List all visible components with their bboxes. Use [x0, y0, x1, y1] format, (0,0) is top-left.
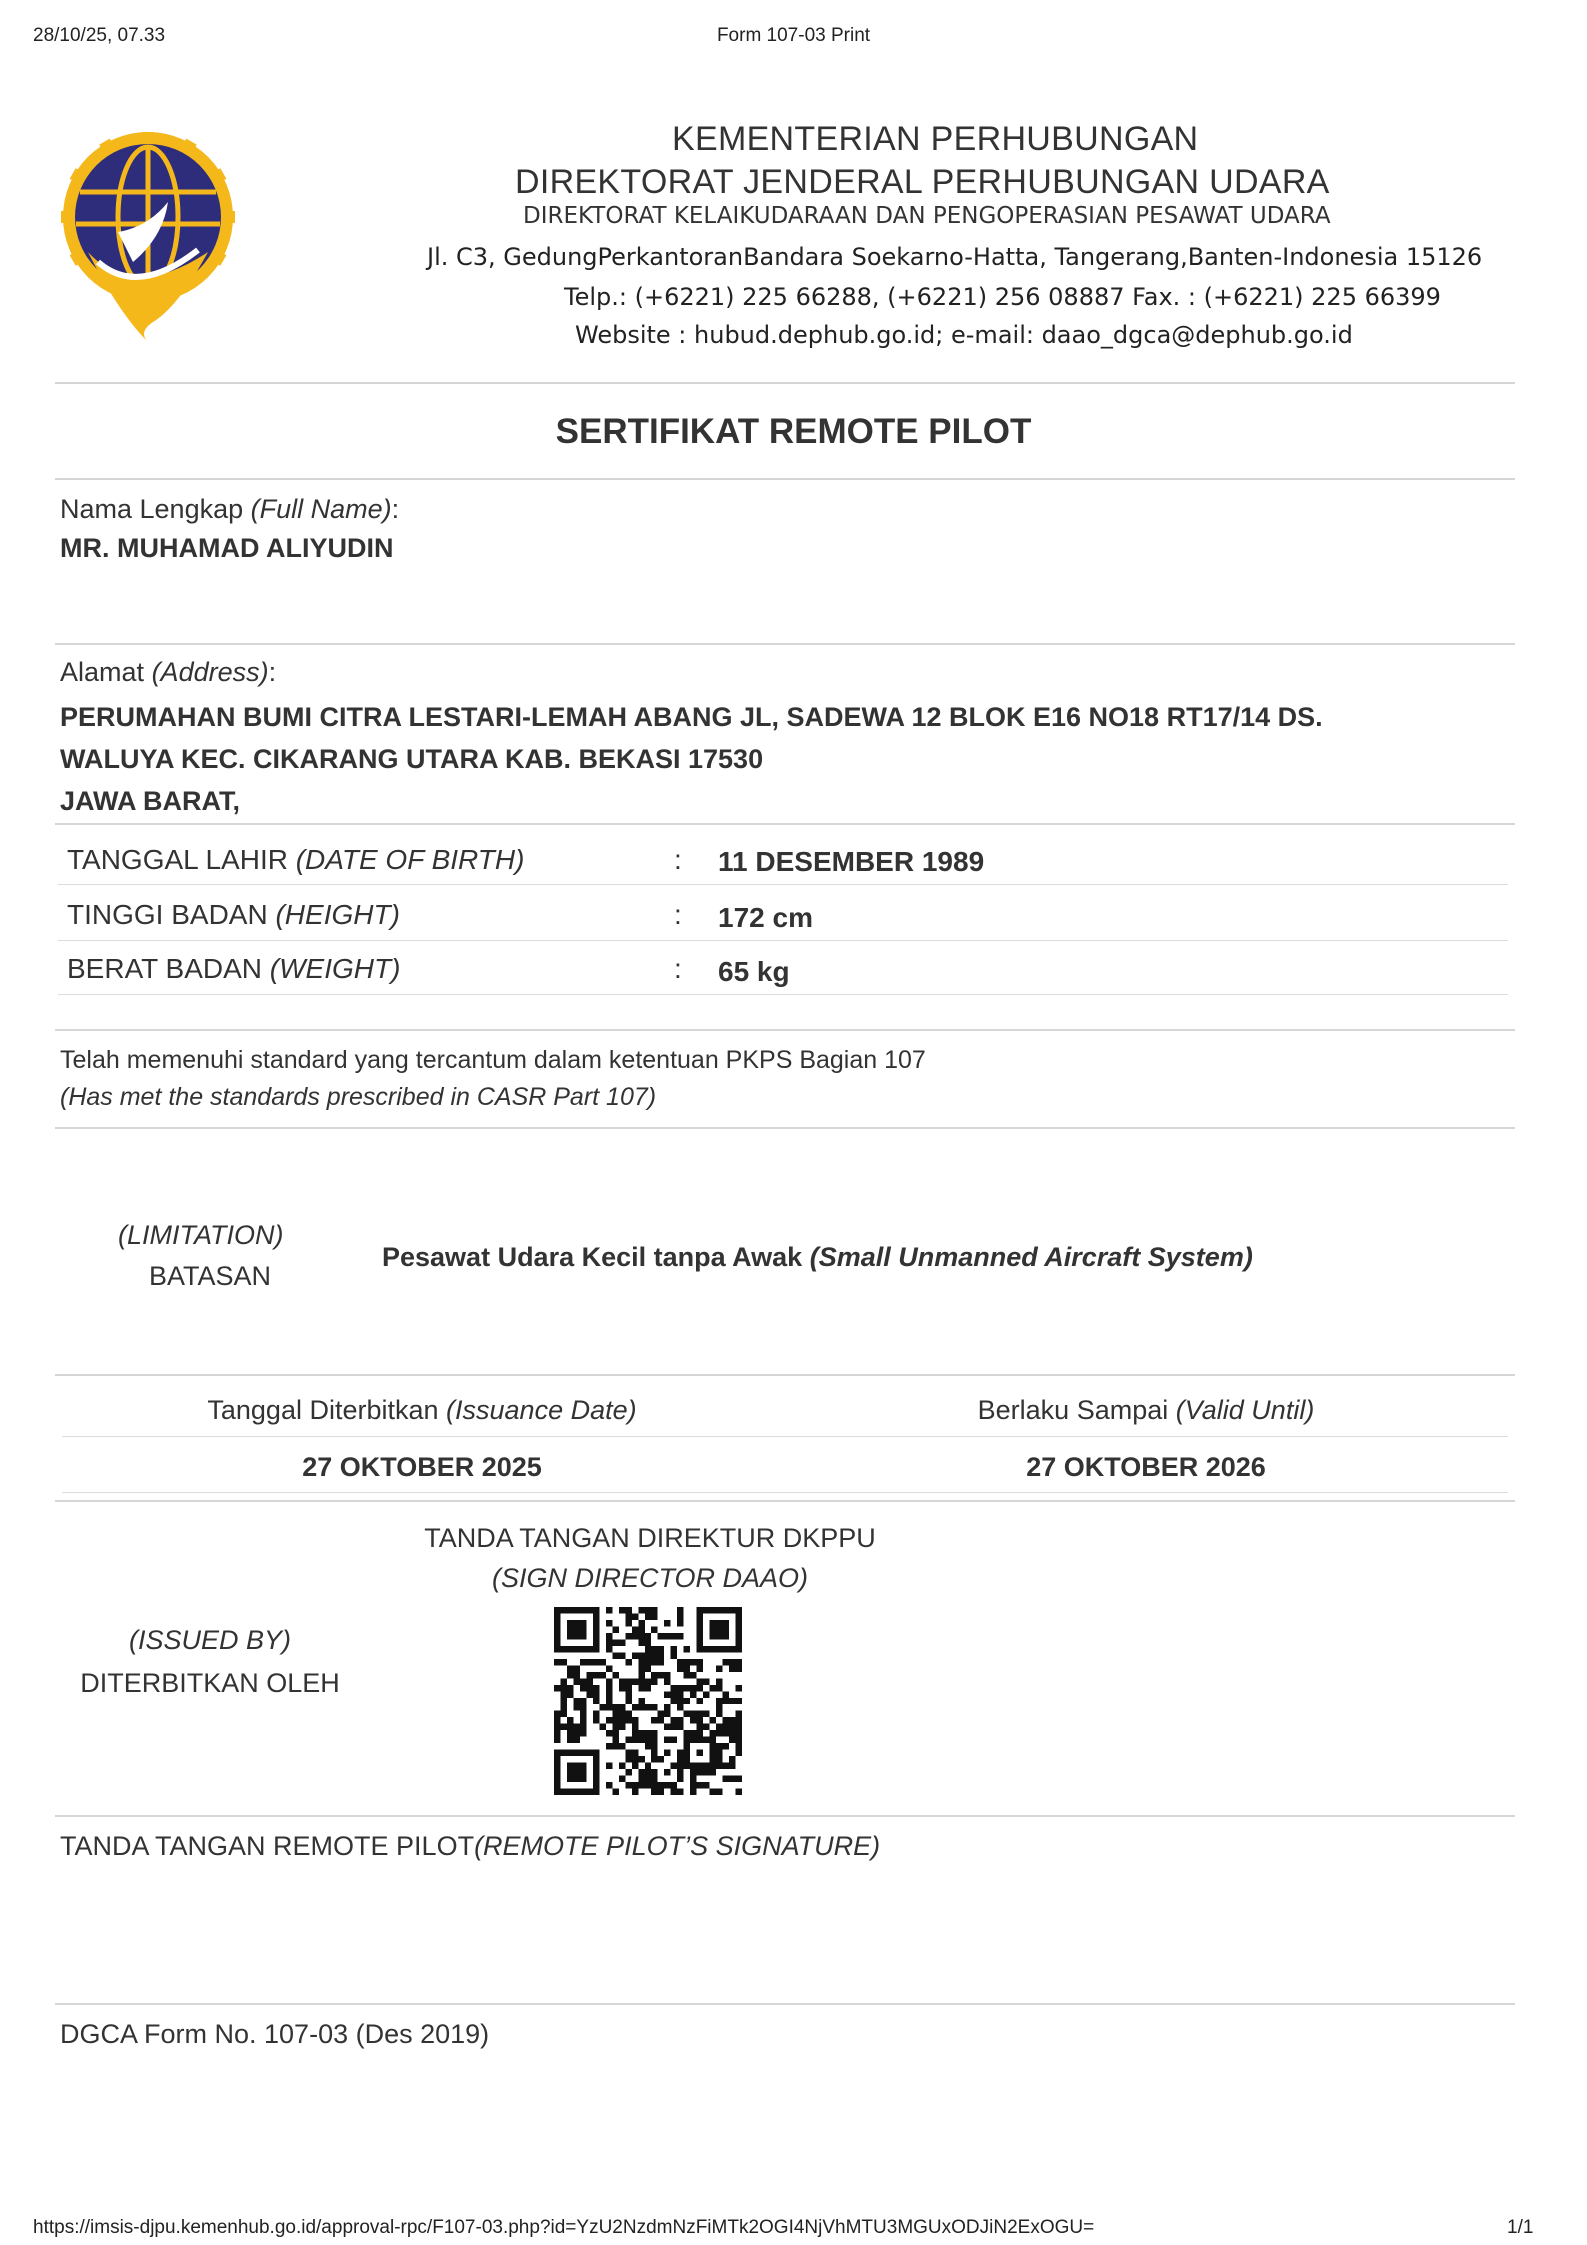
divider	[55, 1127, 1515, 1129]
divider	[55, 1815, 1515, 1817]
height-colon: :	[674, 899, 682, 930]
office-address: Jl. C3, GedungPerkantoranBandara Soekarno-Hatta, Tangerang,Banten-Indonesia 15126	[427, 243, 1483, 271]
issuance-date-value: 27 OKTOBER 2025	[302, 1452, 542, 1482]
standards-text-en: (Has met the standards prescribed in CASR Part 107)	[60, 1083, 657, 1111]
print-url: https://imsis-djpu.kemenhub.go.id/approval-rpc/F107-03.php?id=YzU2NzdmNzFiMTk2OGI4NjVhMTU3MGUxODJiN2ExOGU=	[33, 2217, 1095, 2238]
full-name-value: MR. MUHAMAD ALIYUDIN	[60, 533, 394, 563]
row-divider	[62, 1492, 1508, 1493]
certificate-title: SERTIFIKAT REMOTE PILOT	[555, 412, 1032, 451]
dob-value: 11 DESEMBER 1989	[718, 846, 985, 877]
address-label: Alamat (Address):	[60, 657, 277, 687]
divider	[55, 478, 1515, 480]
row-divider	[58, 994, 1508, 995]
directorate: DIREKTORAT KELAIKUDARAAN DAN PENGOPERASIAN PESAWAT UDARA	[523, 203, 1331, 229]
issued-by-label-en: (ISSUED BY)	[128, 1625, 292, 1655]
dob-colon: :	[674, 844, 682, 875]
valid-until-value: 27 OKTOBER 2026	[1026, 1452, 1266, 1482]
row-divider	[58, 940, 1508, 941]
full-name-label: Nama Lengkap (Full Name):	[60, 494, 400, 524]
issued-by-label: DITERBITKAN OLEH	[80, 1668, 340, 1698]
divider	[55, 1029, 1515, 1031]
phone-fax: Telp.: (+6221) 225 66288, (+6221) 256 08887 Fax. : (+6221) 225 66399	[564, 283, 1441, 311]
address-line-1: PERUMAHAN BUMI CITRA LESTARI-LEMAH ABANG JL, SADEWA 12 BLOK E16 NO18 RT17/14 DS.	[60, 702, 1323, 732]
divider	[55, 2003, 1515, 2005]
weight-label: BERAT BADAN (WEIGHT)	[67, 953, 401, 984]
divider	[55, 1500, 1515, 1502]
print-page-number: 1/1	[1507, 2217, 1534, 2238]
print-title: Form 107-03 Print	[716, 25, 871, 46]
divider	[55, 1374, 1515, 1376]
address-line-2: WALUYA KEC. CIKARANG UTARA KAB. BEKASI 17530	[60, 744, 764, 774]
standards-text: Telah memenuhi standard yang tercantum dalam ketentuan PKPS Bagian 107	[60, 1046, 926, 1074]
valid-until-label: Berlaku Sampai (Valid Until)	[977, 1395, 1315, 1425]
weight-colon: :	[674, 953, 682, 984]
form-number: DGCA Form No. 107-03 (Des 2019)	[60, 2019, 490, 2049]
divider	[55, 643, 1515, 645]
limitation-value: Pesawat Udara Kecil tanpa Awak (Small Unmanned Aircraft System)	[382, 1242, 1253, 1272]
directorate-general: DIREKTORAT JENDERAL PERHUBUNGAN UDARA	[515, 163, 1330, 201]
director-sign-title: TANDA TANGAN DIREKTUR DKPPU	[424, 1523, 876, 1553]
dob-label: TANGGAL LAHIR (DATE OF BIRTH)	[67, 844, 525, 875]
divider	[55, 382, 1515, 384]
ministry-name: KEMENTERIAN PERHUBUNGAN	[672, 120, 1199, 158]
weight-value: 65 kg	[718, 956, 790, 987]
row-divider	[58, 884, 1508, 885]
qr-code-icon	[554, 1607, 742, 1795]
pilot-signature-label: TANDA TANGAN REMOTE PILOT(REMOTE PILOT’S SIGNATURE)	[60, 1831, 881, 1861]
limitation-label-en: (LIMITATION)	[118, 1220, 284, 1250]
issuance-date-label: Tanggal Diterbitkan (Issuance Date)	[207, 1395, 637, 1425]
divider	[55, 823, 1515, 825]
height-value: 172 cm	[718, 902, 813, 933]
director-sign-title-en: (SIGN DIRECTOR DAAO)	[491, 1563, 809, 1593]
row-divider	[62, 1436, 1508, 1437]
height-label: TINGGI BADAN (HEIGHT)	[67, 899, 400, 930]
print-datetime: 28/10/25, 07.33	[33, 25, 166, 46]
limitation-label: BATASAN	[149, 1261, 272, 1291]
website-email: Website : hubud.dephub.go.id; e-mail: daao_dgca@dephub.go.id	[575, 321, 1353, 349]
ministry-logo-icon	[58, 132, 238, 342]
address-line-3: JAWA BARAT,	[60, 786, 241, 816]
